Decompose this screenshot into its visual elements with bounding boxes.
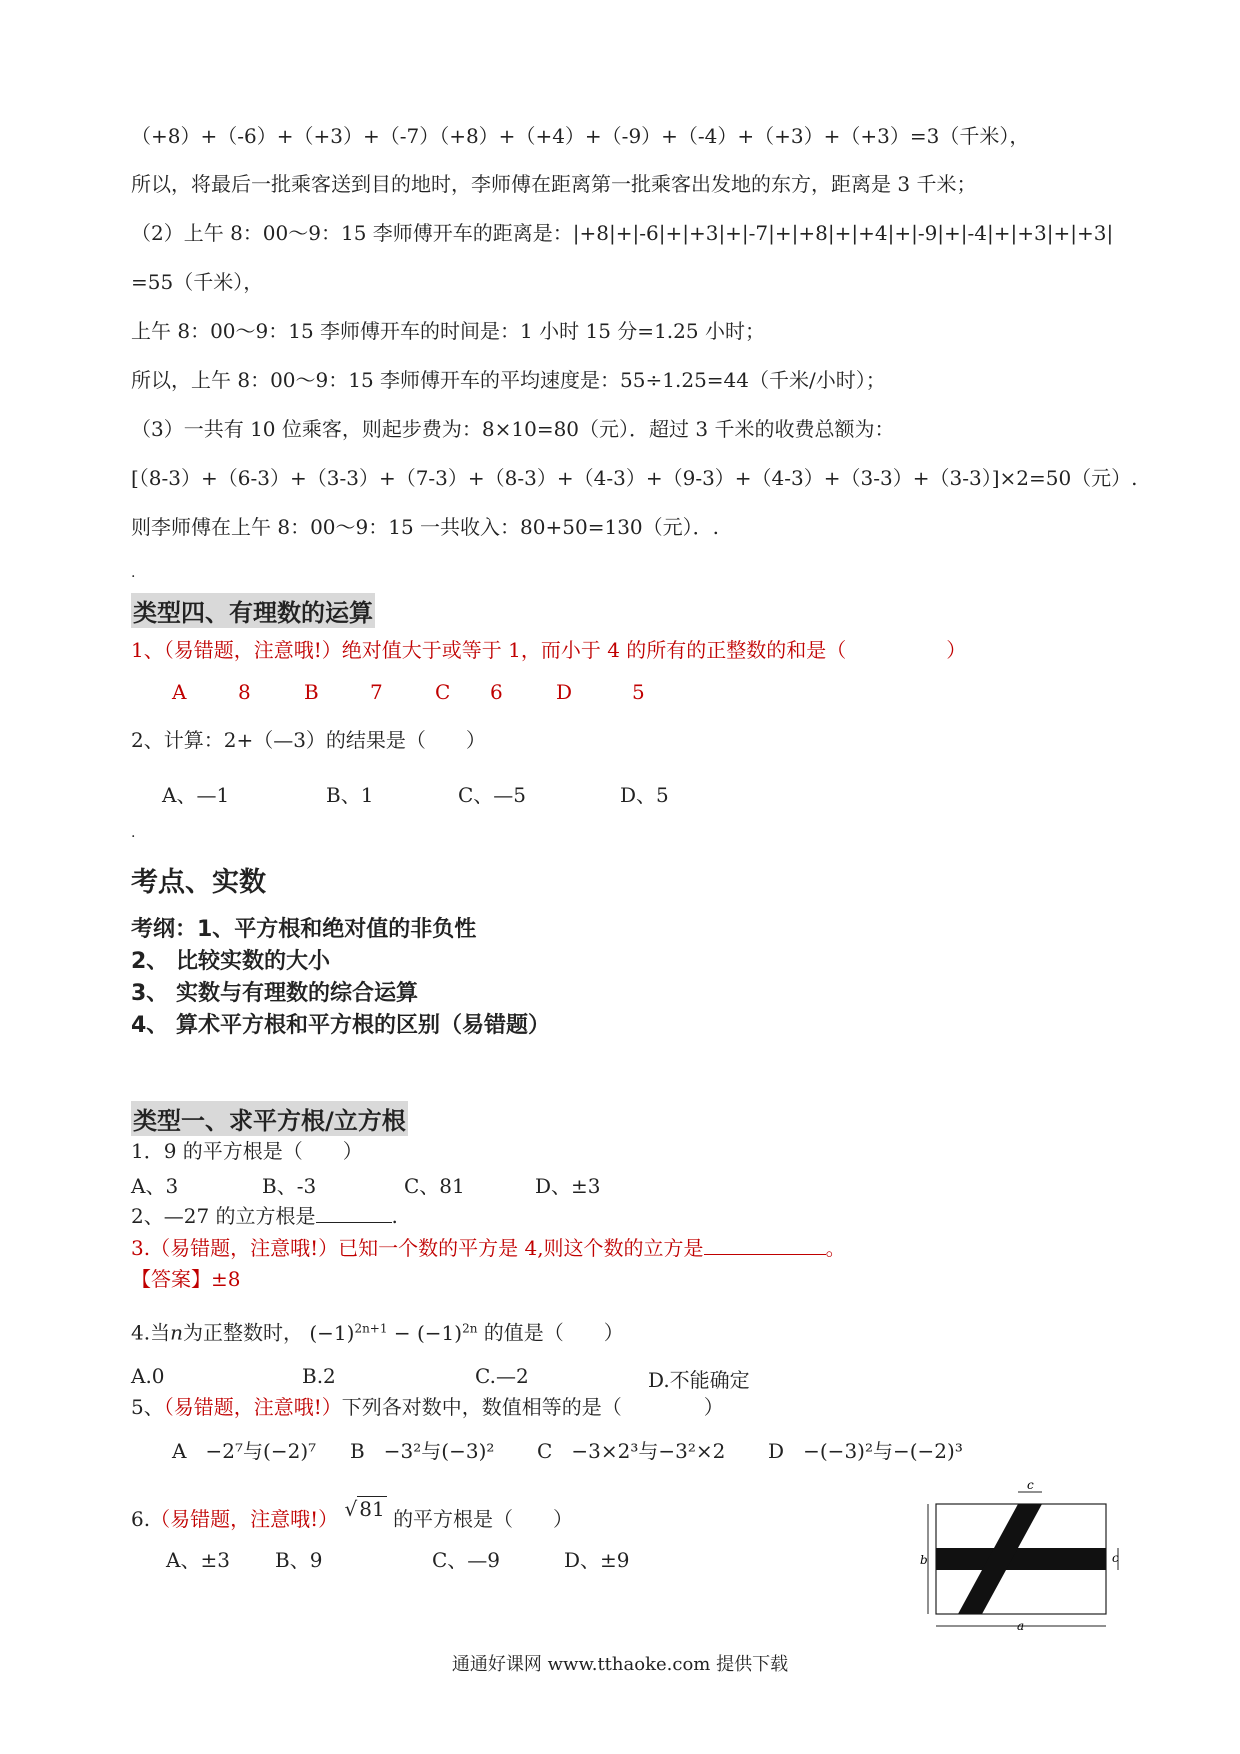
figure-label-c-top: c bbox=[1027, 1480, 1034, 1492]
q5-d-expr: −(−3)²与−(−2)³ bbox=[803, 1439, 963, 1463]
q1-6-option-c: C、—9 bbox=[432, 1548, 501, 1572]
q4-1-option-label-b: B bbox=[304, 680, 319, 704]
solution-line-7: （3）一共有 10 位乘客，则起步费为：8×10=80（元）．超过 3 千米的收费总额为： bbox=[131, 417, 895, 441]
q1-5-option-b bbox=[350, 1435, 494, 1464]
section-heading-type4: 类型四、有理数的运算 bbox=[131, 593, 375, 628]
solution-line-6: 所以，上午 8：00～9：15 李师傅开车的平均速度是：55÷1.25=44（千米/小时）； bbox=[131, 368, 886, 392]
q4-exp-b: 2n bbox=[462, 1321, 478, 1335]
q1-5-option-d bbox=[768, 1435, 963, 1464]
figure-label-a: a bbox=[1017, 1619, 1025, 1632]
q1-1-option-a: A、3 bbox=[131, 1174, 179, 1198]
kaogang-item-2: 2、 比较实数的大小 bbox=[131, 949, 330, 974]
solution-line-2: 所以，将最后一批乘客送到目的地时，李师傅在距离第一批乘客出发地的东方，距离是 3 千米； bbox=[131, 172, 977, 196]
q4-post: 的值是（ ） bbox=[483, 1320, 624, 1345]
q1-5-option-a bbox=[172, 1435, 316, 1464]
kaogang-item-4: 4、 算术平方根和平方根的区别（易错题） bbox=[131, 1013, 550, 1038]
q6-text: 的平方根是（ ） bbox=[393, 1507, 574, 1531]
page-footer: 通通好课网 www.tthaoke.com 提供下载 bbox=[451, 1654, 789, 1675]
sqrt-expression: √ 81 bbox=[344, 1497, 385, 1521]
q1-4-option-b: B.2 bbox=[302, 1364, 336, 1388]
answer-blank-1-2 bbox=[316, 1202, 392, 1223]
kaogang-item-3: 3、 实数与有理数的综合运算 bbox=[131, 981, 418, 1006]
q1-6-option-d: D、±9 bbox=[564, 1548, 630, 1572]
q5-text: 下列各对数中，数值相等的是（ bbox=[341, 1395, 622, 1419]
q1-4-option-a: A.0 bbox=[131, 1364, 165, 1388]
q1-4-option-d: D.不能确定 bbox=[648, 1368, 750, 1392]
answer-value: ±8 bbox=[211, 1267, 241, 1291]
stray-dot: . bbox=[131, 565, 136, 581]
q5-a-label: A bbox=[172, 1439, 187, 1463]
answer-label: 【答案】 bbox=[131, 1267, 211, 1291]
q4-1-option-label-c: C bbox=[435, 680, 451, 704]
road-figure bbox=[892, 1480, 1132, 1632]
q4-mid: 为正整数时， bbox=[182, 1320, 303, 1345]
q5-c-label: C bbox=[537, 1439, 553, 1463]
figure-horizontal-band bbox=[936, 1548, 1106, 1570]
question-1-3 bbox=[131, 1234, 846, 1261]
q4-exp-a: 2n+1 bbox=[354, 1321, 388, 1335]
question-4-1-close: ） bbox=[946, 638, 967, 662]
q4-minus: − (−1) bbox=[387, 1320, 463, 1345]
kaodian-title: 考点、实数 bbox=[131, 867, 266, 898]
question-4-1-text: 1、（易错题，注意哦!）绝对值大于或等于 1，而小于 4 的所有的正整数的和是（ bbox=[131, 638, 847, 662]
section-heading-type1: 类型一、求平方根/立方根 bbox=[131, 1101, 408, 1136]
q5-b-expr: −3²与(−3)² bbox=[383, 1439, 495, 1463]
answer-blank-1-3 bbox=[704, 1234, 826, 1255]
question-1-3-end: 。 bbox=[825, 1236, 846, 1260]
solution-line-3: （2）上午 8：00～9：15 李师傅开车的距离是：|+8|+|-6|+|+3|+|-7|+|+8|+|+4|+|-9|+|-4|+|+3|+|+3| bbox=[131, 221, 1114, 245]
q4-pre: 4.当 bbox=[131, 1320, 171, 1345]
q1-1-option-c: C、81 bbox=[404, 1174, 465, 1198]
q1-6-option-b: B、9 bbox=[275, 1548, 323, 1572]
q1-6-option-a: A、±3 bbox=[166, 1548, 230, 1572]
question-1-2 bbox=[131, 1202, 398, 1229]
question-4-1 bbox=[131, 637, 966, 663]
question-1-2-text: 2、—27 的立方根是 bbox=[131, 1204, 316, 1228]
sqrt-radicand: 81 bbox=[359, 1497, 385, 1521]
question-1-4 bbox=[131, 1315, 624, 1346]
question-1-5 bbox=[131, 1394, 724, 1420]
q5-a-expr: −2⁷与(−2)⁷ bbox=[205, 1439, 317, 1463]
q4-expr-a: (−1) bbox=[309, 1320, 355, 1345]
q1-1-option-d: D、±3 bbox=[535, 1174, 601, 1198]
q4-1-option-value-c: 6 bbox=[490, 680, 503, 704]
q4-1-option-label-a: A bbox=[172, 680, 187, 704]
solution-line-5: 上午 8：00～9：15 李师傅开车的时间是：1 小时 15 分=1.25 小时； bbox=[131, 319, 765, 343]
solution-line-4: =55（千米）， bbox=[131, 270, 264, 294]
q6-red: （易错题，注意哦!） bbox=[150, 1507, 339, 1531]
q4-1-option-value-b: 7 bbox=[370, 680, 383, 704]
q4-2-option-c: C、—5 bbox=[458, 783, 527, 807]
question-1-6 bbox=[131, 1497, 574, 1532]
q4-var: n bbox=[170, 1320, 183, 1345]
stray-dot-2: . bbox=[131, 825, 136, 841]
question-1-1: 1．9 的平方根是（ ） bbox=[131, 1139, 363, 1163]
q5-b-label: B bbox=[350, 1439, 365, 1463]
q4-2-option-d: D、5 bbox=[620, 783, 669, 807]
question-1-2-end: . bbox=[391, 1204, 398, 1228]
question-1-3-text: 3.（易错题，注意哦!）已知一个数的平方是 4,则这个数的立方是 bbox=[131, 1236, 704, 1260]
solution-line-9: 则李师傅在上午 8：00～9：15 一共收入：80+50=130（元）．. bbox=[131, 515, 720, 539]
kaogang-item-1: 考纲：1、平方根和绝对值的非负性 bbox=[131, 917, 477, 942]
figure-label-c-right: c bbox=[1112, 1551, 1119, 1565]
q5-red: （易错题，注意哦!） bbox=[163, 1395, 342, 1419]
q1-5-option-c bbox=[537, 1435, 725, 1464]
q4-expression bbox=[309, 1321, 477, 1345]
q5-num: 5、 bbox=[131, 1395, 164, 1419]
solution-line-1: （+8）+（-6）+（+3）+（-7）（+8）+（+4）+（-9）+（-4）+（+3）+（+3）=3（千米）， bbox=[131, 124, 1030, 148]
q1-4-option-c: C.—2 bbox=[475, 1364, 529, 1388]
question-4-2: 2、计算：2+（—3）的结果是（ ） bbox=[131, 728, 486, 752]
q4-2-option-a: A、—1 bbox=[162, 783, 230, 807]
q4-1-option-label-d: D bbox=[556, 680, 573, 704]
figure-label-b: b bbox=[920, 1553, 928, 1567]
q5-d-label: D bbox=[768, 1439, 785, 1463]
solution-line-8: [（8-3）+（6-3）+（3-3）+（7-3）+（8-3）+（4-3）+（9-3）+（4-3）+（3-3）+（3-3）]×2=50（元）. bbox=[131, 466, 1138, 490]
q4-2-option-b: B、1 bbox=[326, 783, 374, 807]
q5-c-expr: −3×2³与−3²×2 bbox=[571, 1439, 726, 1463]
q5-close: ） bbox=[703, 1395, 724, 1419]
answer-line bbox=[131, 1266, 240, 1292]
q4-1-option-value-a: 8 bbox=[238, 680, 251, 704]
q4-1-option-value-d: 5 bbox=[632, 680, 645, 704]
q1-1-option-b: B、-3 bbox=[262, 1174, 317, 1198]
q6-num: 6. bbox=[131, 1507, 151, 1531]
